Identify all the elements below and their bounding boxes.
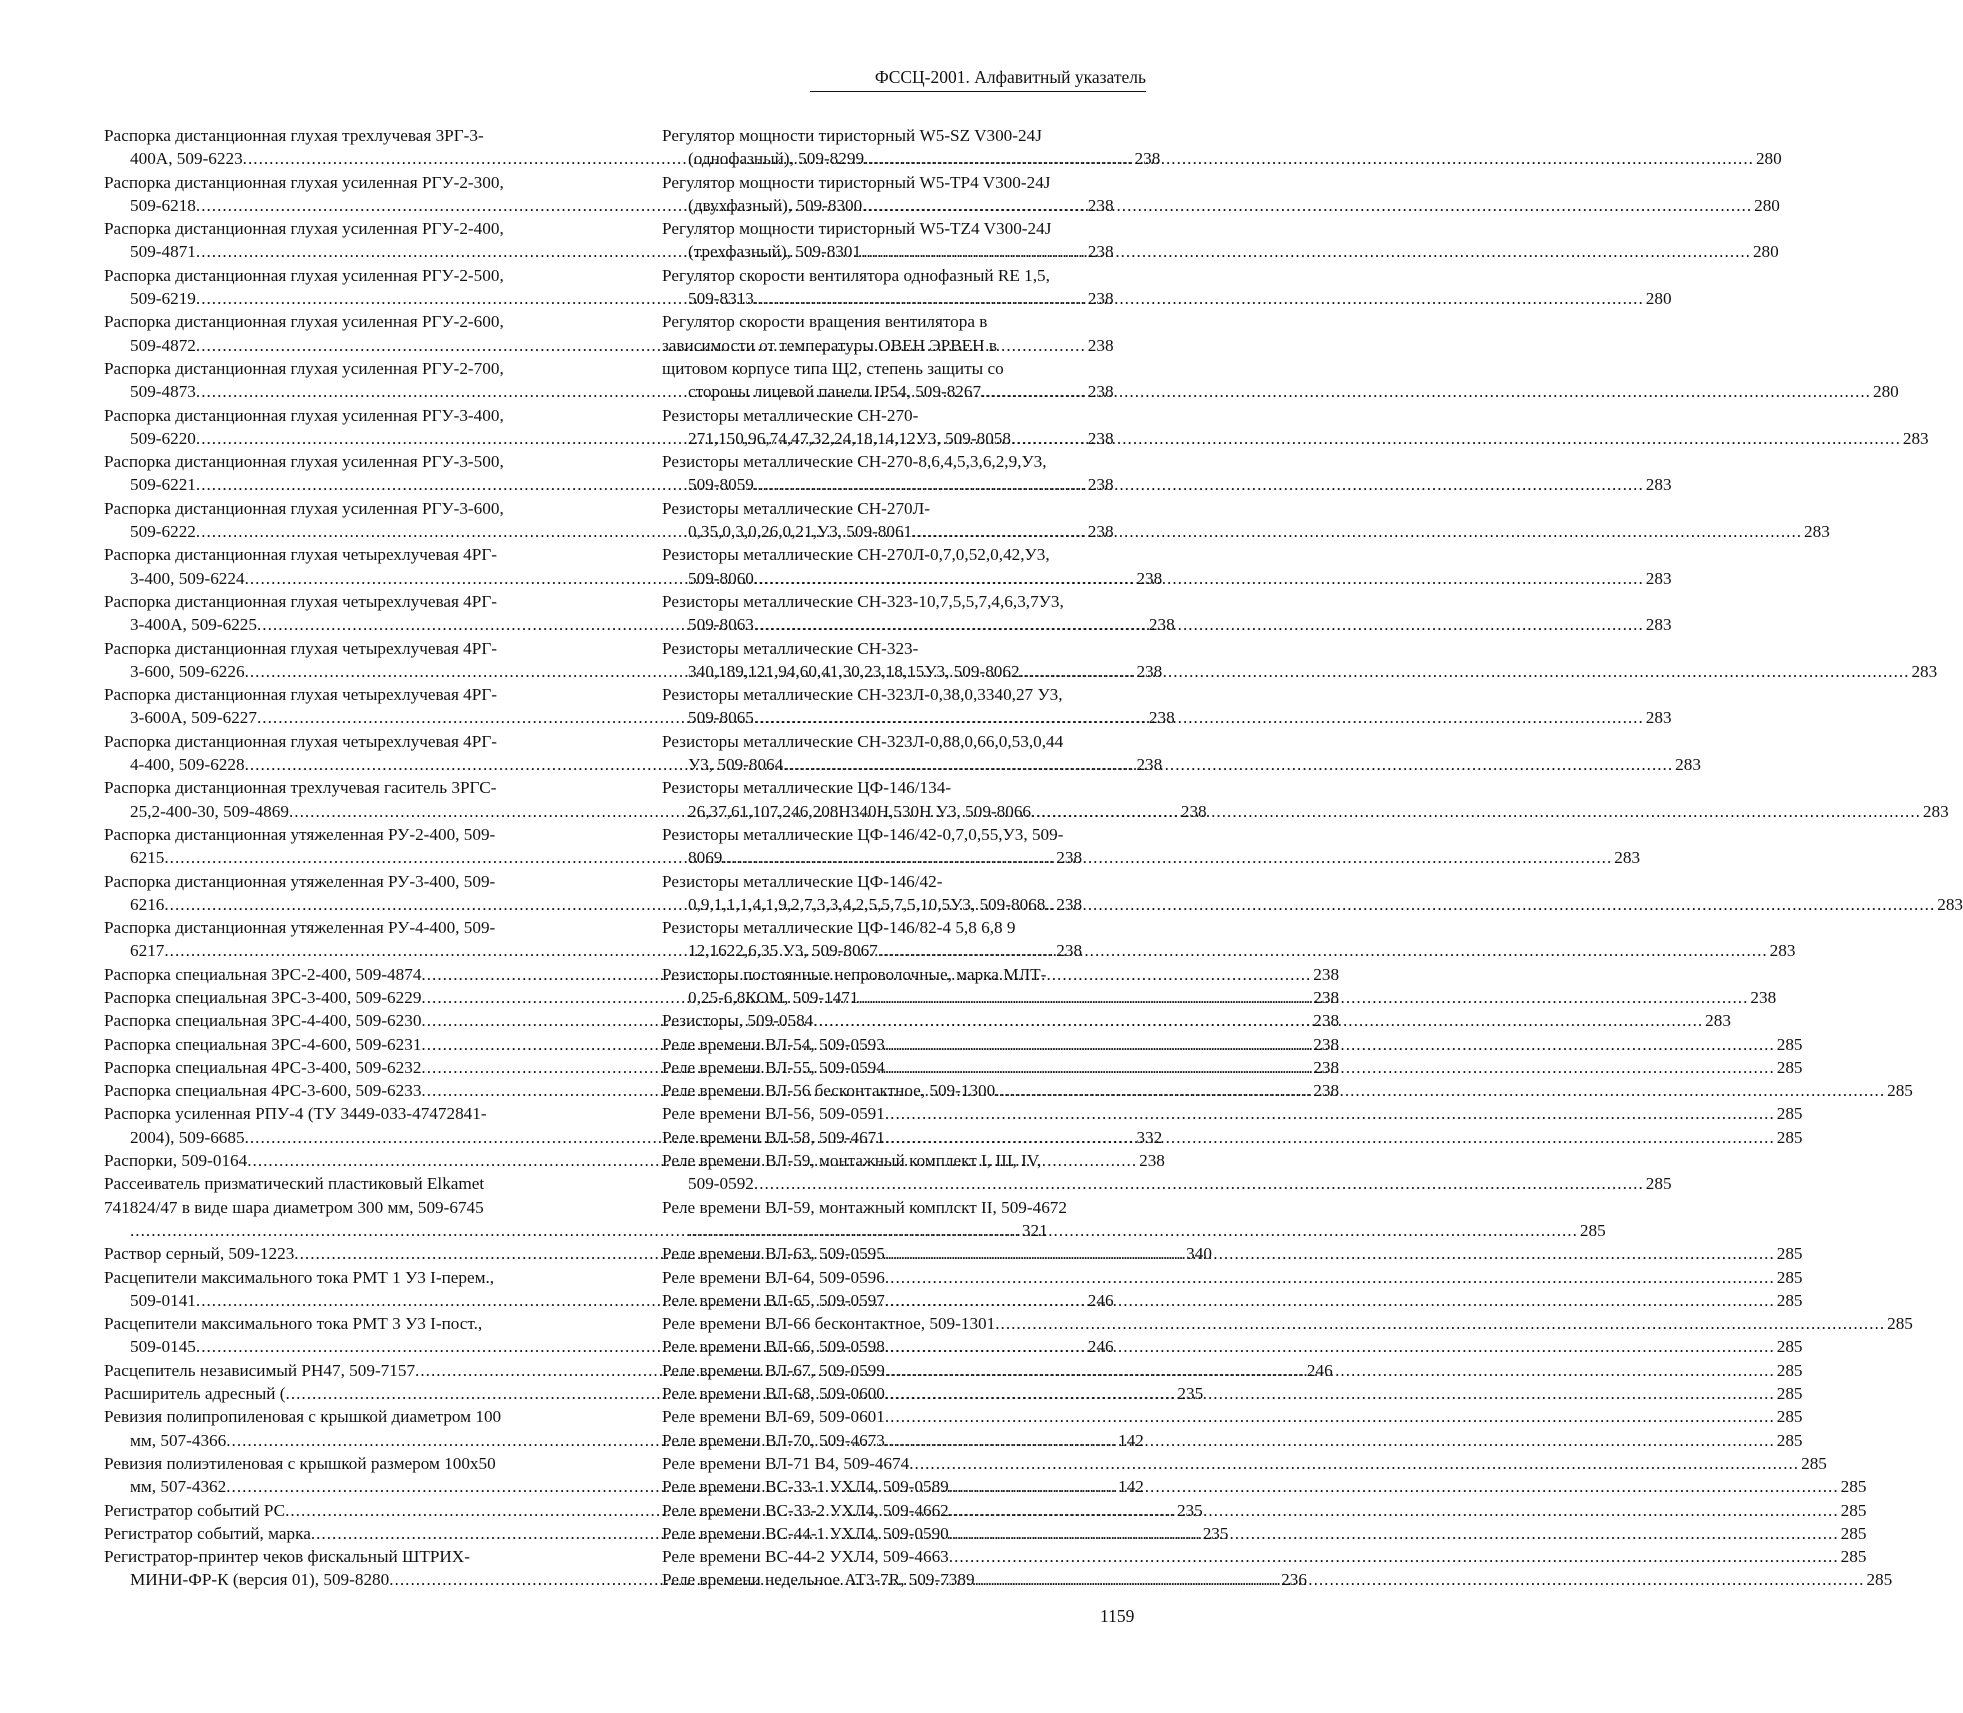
page-reference: 283 — [1902, 428, 1929, 448]
entry-text: 509-8059 — [688, 475, 754, 495]
dot-leader — [813, 1009, 1703, 1032]
dot-leader — [754, 1172, 1644, 1195]
entry-text: Реле времени ВЛ-70, 509-4673 — [662, 1430, 885, 1450]
page-reference: 283 — [1645, 568, 1672, 588]
entry-text: Резисторы металлические СН-323Л-0,88,0,66,0,53,0,44 — [662, 731, 1064, 751]
entry-text: 509-4873 — [130, 382, 196, 402]
page-reference: 238 — [1087, 289, 1114, 309]
dot-leader — [949, 1522, 1839, 1545]
entry-text: Резисторы металлические СН-323Л-0,38,0,3340,27 У3, — [662, 685, 1063, 705]
entry-text: Резисторы металлические СН-270Л-0,7,0,52,0,42,У3, — [662, 545, 1050, 565]
entry-text: 340,189,121,94,60,41,30,23,18,15У3, 509-8062 — [688, 661, 1020, 681]
page-reference: 280 — [1754, 195, 1780, 215]
page-reference: 283 — [1645, 615, 1672, 635]
page-reference: 238 — [1136, 568, 1163, 588]
dot-leader — [864, 147, 1754, 170]
page-reference: 238 — [1087, 475, 1114, 495]
index-entry — [662, 1545, 1867, 1568]
page-reference: 238 — [1087, 242, 1114, 262]
entry-text: МИНИ-ФР-К (версия 01), 509-8280 — [130, 1570, 390, 1590]
dot-leader — [949, 1545, 1839, 1568]
entry-text: Реле времени ВС-44-1 УХЛ4, 509-0590 — [662, 1523, 949, 1543]
entry-text: Распорка дистанционная глухая усиленная РГУ-2-400, — [104, 219, 504, 239]
index-entry — [662, 1335, 1803, 1358]
page-reference: 283 — [1769, 941, 1796, 961]
entry-text: мм, 507-4366 — [130, 1430, 227, 1450]
page-reference: 238 — [1134, 149, 1161, 169]
dot-leader — [975, 1568, 1865, 1591]
page-reference: 285 — [1840, 1523, 1867, 1543]
entry-text: Реле времени ВЛ-56 бесконтактное, 509-1300 — [662, 1081, 996, 1101]
entry-text: 509-6219 — [130, 289, 196, 309]
page-reference: 285 — [1840, 1477, 1867, 1497]
page-reference: 332 — [1136, 1127, 1163, 1147]
page-reference: 235 — [1202, 1523, 1229, 1543]
dot-leader — [722, 846, 1612, 869]
entry-text: 3-400А, 509-6225 — [130, 615, 257, 635]
entry-text: Резисторы металлические СН-270Л- — [662, 498, 931, 518]
page-reference: 236 — [1281, 1570, 1307, 1590]
dot-leader — [885, 1102, 1775, 1125]
page-reference: 280 — [1645, 289, 1672, 309]
page-reference: 285 — [1866, 1570, 1893, 1590]
index-entry — [662, 963, 1777, 1010]
page-reference: 238 — [1087, 382, 1114, 402]
page-reference: 238 — [1056, 941, 1083, 961]
page-reference: 280 — [1752, 242, 1779, 262]
dot-leader — [885, 1335, 1775, 1358]
entry-text: 2004), 509-6685 — [130, 1127, 245, 1147]
entry-text: Реле времени ВЛ-66, 509-0598 — [662, 1337, 885, 1357]
entry-text: Раствор серный, 509-1223 — [104, 1244, 295, 1264]
entry-text: 3-600А, 509-6227 — [130, 708, 257, 728]
entry-text: Расцепители максимального тока РМТ 1 У3 I-перем., — [104, 1267, 495, 1287]
entry-text: Реле времени ВЛ-54, 509-0593 — [662, 1034, 885, 1054]
entry-text: Резисторы металлические СН-270-8,6,4,5,3,6,2,9,У3, — [662, 452, 1047, 472]
entry-text: 271,150,96,74,47,32,24,18,14,12У3, 509-8058 — [688, 428, 1011, 448]
dot-leader — [1011, 427, 1901, 450]
entry-text: 6217 — [130, 941, 165, 961]
page-reference: 238 — [1087, 428, 1114, 448]
entry-text: Распорка специальная 4РС-3-600, 509-6233 — [104, 1081, 422, 1101]
entry-text: Реле времени ВЛ-56, 509-0591 — [662, 1104, 885, 1124]
page-reference: 285 — [1840, 1500, 1867, 1520]
page-reference: 246 — [1087, 1337, 1114, 1357]
page-reference: 280 — [1755, 149, 1782, 169]
index-entry — [662, 1429, 1803, 1452]
page-reference: 238 — [1087, 195, 1114, 215]
dot-leader — [861, 240, 1751, 263]
entry-text: Расцепитель независимый РН47, 509-7157 — [104, 1360, 416, 1380]
dot-leader — [1020, 660, 1910, 683]
entry-text: Ревизия полипропиленовая с крышкой диаметром 100 — [104, 1407, 502, 1427]
dot-leader — [885, 1382, 1775, 1405]
dot-leader — [885, 1266, 1775, 1289]
page-reference: 285 — [1776, 1267, 1803, 1287]
page-reference: 285 — [1776, 1407, 1803, 1427]
index-entry — [662, 1266, 1803, 1289]
page-reference: 283 — [1911, 661, 1938, 681]
index-entry — [662, 1405, 1803, 1428]
index-entry — [662, 916, 1796, 963]
dot-leader — [754, 567, 1644, 590]
page-reference: 285 — [1887, 1081, 1913, 1101]
entry-text: Резисторы, 509-0584 — [662, 1011, 814, 1031]
entry-text: Распорка дистанционная глухая усиленная РГУ-2-500, — [104, 265, 504, 285]
page-reference: 235 — [1176, 1500, 1203, 1520]
entry-text: Реле времени ВЛ-69, 509-0601 — [662, 1407, 885, 1427]
index-entry — [662, 310, 1899, 403]
entry-text: Распорка дистанционная глухая усиленная РГУ-2-700, — [104, 358, 504, 378]
entry-text: Распорка усиленная РПУ-4 (ТУ 3449-033-47472841- — [104, 1104, 487, 1124]
entry-text: Регулятор мощности тиристорный W5-SZ V300-24J — [662, 126, 1042, 145]
entry-text: Распорка дистанционная глухая усиленная РГУ-2-600, — [104, 312, 504, 332]
entry-text: (двухфазный), 509-8300 — [688, 195, 863, 215]
dot-leader — [754, 706, 1644, 729]
entry-text: 509-6222 — [130, 522, 196, 542]
entry-text: Регулятор скорости вентилятора однофазный RE 1,5, — [662, 265, 1050, 285]
dot-leader — [909, 1452, 1799, 1475]
page-reference: 142 — [1118, 1477, 1144, 1497]
entry-text: 25,2-400-30, 509-4869 — [130, 801, 289, 821]
entry-text: 509-4872 — [130, 335, 196, 355]
dot-leader — [995, 1312, 1885, 1335]
dot-leader — [754, 613, 1644, 636]
entry-text: Реле времени ВЛ-67, 509-0599 — [662, 1360, 885, 1380]
page-reference: 238 — [1313, 1034, 1340, 1054]
entry-text: 12,1622,6,35 У3, 509-8067 — [688, 941, 878, 961]
dot-leader — [885, 1242, 1775, 1265]
entry-text: (трехфазный), 509-8301 — [688, 242, 862, 262]
page-reference: 238 — [1180, 801, 1207, 821]
page-reference: 238 — [1136, 661, 1163, 681]
dot-leader — [859, 986, 1749, 1009]
entry-text: Распорка специальная 3РС-2-400, 509-4874 — [104, 964, 422, 984]
entry-text: Резисторы постоянные непроволочные, марка МЛТ- — [662, 964, 1047, 984]
dot-leader — [885, 1289, 1775, 1312]
dot-leader — [754, 473, 1644, 496]
page-reference: 285 — [1645, 1174, 1672, 1194]
page-reference: 285 — [1776, 1360, 1803, 1380]
dot-leader — [688, 1219, 1578, 1242]
entry-text: мм, 507-4362 — [130, 1477, 227, 1497]
page-reference: 283 — [1804, 522, 1830, 542]
page-reference: 285 — [1801, 1453, 1827, 1473]
index-entry — [662, 497, 1830, 544]
entry-text: 509-4871 — [130, 242, 196, 262]
entry-text: Реле времени ВС-33-2 УХЛ4, 509-4662 — [662, 1500, 949, 1520]
entry-text: Распорки, 509-0164 — [104, 1151, 248, 1171]
page-reference: 238 — [1136, 755, 1163, 775]
index-entry — [662, 217, 1779, 264]
page-reference: 285 — [1840, 1547, 1867, 1567]
page-reference: 285 — [1776, 1337, 1803, 1357]
entry-text: Реле времени ВЛ-55, 509-0594 — [662, 1057, 885, 1077]
entry-text: 0,35,0,3,0,26,0,21,У3, 509-8061 — [688, 522, 913, 542]
page-reference: 285 — [1776, 1034, 1803, 1054]
page-reference: 238 — [1056, 848, 1083, 868]
entry-text: Распорка специальная 3РС-4-600, 509-6231 — [104, 1034, 422, 1054]
entry-text: 509-0145 — [130, 1337, 196, 1357]
dot-leader — [885, 1126, 1775, 1149]
entry-text: Резисторы металлические СН-323-10,7,5,5,7,4,6,3,7У3, — [662, 591, 1064, 611]
page-reference: 238 — [1313, 1081, 1340, 1101]
entry-text: 8069 — [688, 848, 723, 868]
dot-leader — [885, 1429, 1775, 1452]
entry-text: 509-8063 — [688, 615, 754, 635]
page-reference: 238 — [1313, 964, 1340, 984]
entry-text: Регулятор мощности тиристорный W5-TP4 V300-24J — [662, 172, 1051, 192]
entry-text: Реле времени ВЛ-65, 509-0597 — [662, 1290, 885, 1310]
dot-leader — [783, 753, 1673, 776]
entry-text: Резисторы металлические ЦФ-146/82-4 5,8 6,8 9 — [662, 918, 1016, 938]
page-reference: 285 — [1776, 1127, 1803, 1147]
entry-text: Реле времени ВЛ-58, 509-4671 — [662, 1127, 885, 1147]
entry-text: Распорка специальная 4РС-3-400, 509-6232 — [104, 1057, 422, 1077]
page-reference: 285 — [1579, 1220, 1606, 1240]
page-reference: 238 — [1148, 615, 1175, 635]
entry-text: Распорка специальная 3РС-4-400, 509-6230 — [104, 1011, 422, 1031]
index-entry — [662, 1312, 1913, 1335]
entry-text: 509-8313 — [688, 289, 754, 309]
page-reference: 238 — [1087, 335, 1114, 355]
page-reference: 285 — [1776, 1290, 1803, 1310]
entry-text: Распорка дистанционная глухая усиленная РГУ-2-300, — [104, 172, 504, 192]
entry-text: 509-6218 — [130, 195, 196, 215]
entry-text: Распорка дистанционная трехлучевая гаситель 3РГС- — [104, 778, 497, 798]
entry-text: Распорка дистанционная глухая четырехлучевая 4РГ- — [104, 545, 497, 565]
entry-text: Расцепители максимального тока РМТ 3 У3 I-пост., — [104, 1314, 483, 1334]
dot-leader — [862, 194, 1752, 217]
page-reference: 283 — [1705, 1011, 1731, 1031]
page-reference: 285 — [1887, 1314, 1913, 1334]
page-reference: 283 — [1675, 755, 1701, 775]
entry-text: Реле времени недельное АТ3-7R, 509-7389 — [662, 1570, 975, 1590]
header-rule — [810, 91, 1146, 92]
page-reference: 238 — [1313, 1057, 1340, 1077]
entry-text: 0,9,1,1,1,4,1,9,2,7,3,3,4,2,5,5,7,5,10,5У3, 509-8068 — [688, 894, 1046, 914]
entry-text: 509-0592 — [688, 1174, 754, 1194]
entry-text: Реле времени ВЛ-64, 509-0596 — [662, 1267, 885, 1287]
page-reference: 285 — [1776, 1104, 1803, 1124]
running-header: ФССЦ-2001. Алфавитный указатель — [874, 67, 1146, 87]
entry-text: Расширитель адресный ( — [104, 1384, 286, 1404]
index-entry — [662, 1475, 1867, 1498]
dot-leader — [912, 520, 1802, 543]
page-reference: 235 — [1177, 1384, 1204, 1404]
entry-text: 509-8065 — [688, 708, 754, 728]
entry-text: Распорка дистанционная глухая трехлучевая 3РГ-3- — [104, 126, 484, 145]
page-reference: 238 — [1313, 987, 1340, 1007]
index-entry — [662, 264, 1672, 311]
page-reference: 285 — [1776, 1057, 1803, 1077]
entry-text: Реле времени ВЛ-68, 509-0600 — [662, 1384, 885, 1404]
dot-leader — [949, 1499, 1839, 1522]
entry-text: 6215 — [130, 848, 165, 868]
index-entry — [662, 870, 1963, 917]
dot-leader — [885, 1056, 1775, 1079]
entry-text: Резисторы металлические СН-270- — [662, 405, 919, 425]
dot-leader — [754, 287, 1644, 310]
entry-text: Распорка дистанционная глухая четырехлучевая 4РГ- — [104, 591, 497, 611]
page-reference: 283 — [1645, 708, 1672, 728]
entry-text: Резисторы металлические ЦФ-146/134- — [662, 778, 952, 798]
entry-text: щитовом корпусе типа Щ2, степень защиты со — [662, 358, 1004, 378]
entry-text: 4-400, 509-6228 — [130, 755, 245, 775]
dot-leader — [981, 380, 1871, 403]
entry-text: Реле времени ВЛ-71 В4, 509-4674 — [662, 1453, 910, 1473]
dot-leader — [1045, 893, 1935, 916]
page-reference: 246 — [1306, 1360, 1333, 1380]
page-reference: 283 — [1937, 894, 1963, 914]
page-reference: 285 — [1776, 1430, 1803, 1450]
entry-text: Резисторы металлические ЦФ-146/42-0,7,0,55,У3, 509- — [662, 824, 1064, 844]
entry-text: зависимости от температуры ОВЕН ЭРВЕН в — [662, 335, 997, 355]
page-reference: 238 — [1087, 522, 1114, 542]
index-entry — [662, 1289, 1803, 1312]
page-reference: 283 — [1645, 475, 1672, 495]
entry-text: Распорка дистанционная глухая четырехлучевая 4РГ- — [104, 731, 497, 751]
page-reference: 340 — [1186, 1244, 1212, 1264]
entry-text: Распорка дистанционная глухая усиленная РГУ-3-500, — [104, 452, 504, 472]
entry-text: Распорка дистанционная утяжеленная РУ-4-400, 509- — [104, 918, 496, 938]
entry-text: Распорка специальная 3РС-3-400, 509-6229 — [104, 987, 422, 1007]
entry-text: Распорка дистанционная утяжеленная РУ-2-400, 509- — [104, 824, 496, 844]
entry-text: Регулятор скорости вращения вентилятора в — [662, 312, 988, 332]
entry-text: Распорка дистанционная утяжеленная РУ-3-400, 509- — [104, 871, 496, 891]
entry-text: 26,37,61,107,246,208Н340Н,530Н У3, 509-8066 — [688, 801, 1032, 821]
entry-text: Реле времени ВС-33-1 УХЛ4, 509-0589 — [662, 1477, 949, 1497]
entry-text: 6216 — [130, 894, 165, 914]
entry-text: (однофазный), 509-8299 — [688, 149, 865, 169]
index-entry — [662, 404, 1929, 451]
page-reference: 285 — [1776, 1244, 1803, 1264]
entry-text: 509-6221 — [130, 475, 196, 495]
entry-text: 3-600, 509-6226 — [130, 661, 245, 681]
dot-leader — [1031, 800, 1921, 823]
page-reference: 285 — [1776, 1384, 1803, 1404]
page-number: 1159 — [1100, 1606, 1135, 1626]
entry-text: Рассеиватель призматический пластиковый Elkamet — [104, 1174, 485, 1194]
dot-leader — [885, 1359, 1775, 1382]
index-entry — [662, 1102, 1803, 1125]
page-reference: 238 — [1750, 987, 1777, 1007]
dot-leader — [878, 939, 1768, 962]
page-reference: 246 — [1087, 1290, 1114, 1310]
entry-text: Резисторы металлические ЦФ-146/42- — [662, 871, 943, 891]
entry-text: Регистратор событий, марка — [104, 1523, 311, 1543]
entry-text: 400А, 509-6223 — [130, 149, 243, 169]
entry-text: Регистратор-принтер чеков фискальный ШТРИХ- — [104, 1547, 470, 1567]
entry-text: Распорка дистанционная глухая четырехлучевая 4РГ- — [104, 685, 497, 705]
page-reference: 283 — [1614, 848, 1641, 868]
entry-text: Распорка дистанционная глухая усиленная РГУ-3-600, — [104, 498, 504, 518]
page-reference: 238 — [1313, 1011, 1340, 1031]
entry-text: 509-8060 — [688, 568, 754, 588]
entry-text: Реле времени ВЛ-59, монтажный комплскт II, 509-4672 — [662, 1197, 1067, 1217]
page-reference: 321 — [1021, 1220, 1048, 1240]
entry-text: 3-400, 509-6224 — [130, 568, 245, 588]
entry-text: Реле времени ВЛ-63, 509-0595 — [662, 1244, 885, 1264]
entry-text: Резисторы металлические СН-323- — [662, 638, 919, 658]
index-entry — [662, 171, 1780, 218]
index-entry — [662, 1452, 1827, 1475]
dot-leader — [885, 1405, 1775, 1428]
entry-text: 509-0141 — [130, 1290, 196, 1310]
entry-text: Регистратор событий РС — [104, 1500, 286, 1520]
index-entry — [662, 823, 1641, 870]
entry-text: Реле времени ВС-44-2 УХЛ4, 509-4663 — [662, 1547, 949, 1567]
dot-leader — [949, 1475, 1839, 1498]
entry-text: 509-6220 — [130, 428, 196, 448]
dot-leader — [995, 1079, 1885, 1102]
entry-text: Распорка дистанционная глухая четырехлучевая 4РГ- — [104, 638, 497, 658]
entry-text: Реле времени ВЛ-59, монтажный комплект I, III, IV, — [662, 1151, 1042, 1171]
entry-text: Регулятор мощности тиристорный W5-TZ4 V300-24J — [662, 219, 1052, 239]
index-entry — [662, 450, 1672, 497]
page-reference: 142 — [1118, 1430, 1144, 1450]
index-entry — [662, 1196, 1606, 1243]
entry-text: Ревизия полиэтиленовая с крышкой размером 100х50 — [104, 1453, 496, 1473]
page-reference: 238 — [1139, 1151, 1165, 1171]
entry-text: Реле времени ВЛ-66 бесконтактное, 509-1301 — [662, 1314, 996, 1334]
entry-text: Распорка дистанционная глухая усиленная РГУ-3-400, — [104, 405, 504, 425]
entry-text: 741824/47 в виде шара диаметром 300 мм, 509-6745 — [104, 1197, 484, 1217]
entry-text: У3, 509-8064 — [688, 755, 784, 775]
dot-leader — [885, 1033, 1775, 1056]
page-reference: 283 — [1922, 801, 1949, 821]
entry-text: стороны лицевой панели IP54, 509-8267 — [688, 382, 982, 402]
page-reference: 280 — [1872, 382, 1899, 402]
page-reference: 238 — [1056, 894, 1083, 914]
page-reference: 238 — [1148, 708, 1175, 728]
entry-text: 0,25-6,8КОМ, 509-1471 — [688, 987, 859, 1007]
